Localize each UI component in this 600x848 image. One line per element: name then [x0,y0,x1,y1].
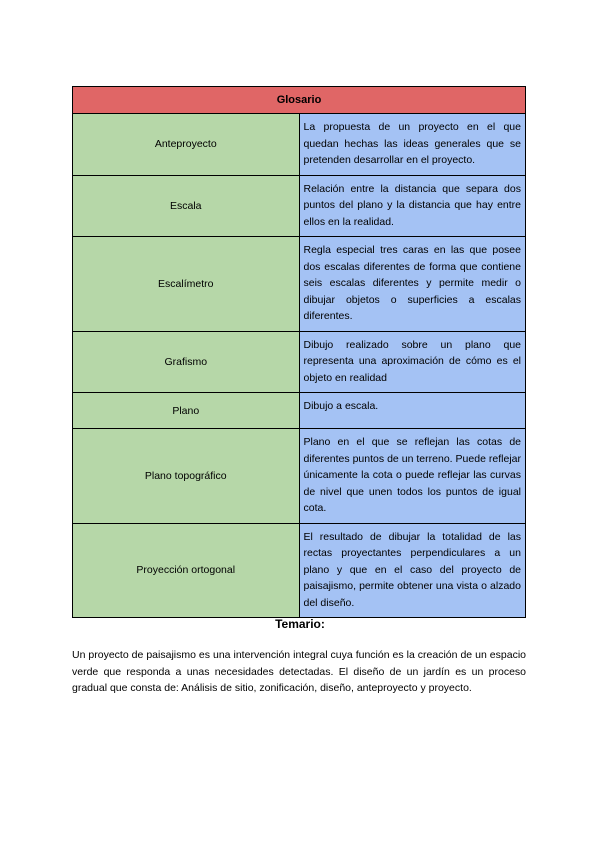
glossary-definition: El resultado de dibujar la totalidad de las rectas proyectantes perpendiculares a un plano y que en el caso del proyecto de paisajismo, permite obtener una vista o alzado del diseño. [299,523,526,618]
temario-heading: Temario: [275,617,325,631]
glossary-term: Anteproyecto [73,114,300,176]
table-row [73,523,526,618]
table-row [73,175,526,237]
glossary-term: Plano topográfico [73,429,300,524]
glossary-table [72,86,526,618]
glossary-term: Escala [73,175,300,237]
table-row [73,331,526,393]
glossary-term: Escalímetro [73,237,300,332]
table-row [73,393,526,429]
glossary-definition: La propuesta de un proyecto en el que quedan hechas las ideas generales que se pretenden desarrollar en el proyecto. [299,114,526,176]
temario-paragraph: Un proyecto de paisajismo es una intervención integral cuya función es la creación de un espacio verde que responda a unas necesidades detectadas. El diseño de un jardín es un proceso gradual que consta de: Análisis de sitio, zonificación, diseño, anteproyecto y proyecto. [72,649,526,694]
glossary-definition: Plano en el que se reflejan las cotas de diferentes puntos de un terreno. Puede reflejar únicamente la cota o puede reflejar las curvas de nivel que unen todos los puntos de igual cota. [299,429,526,524]
table-row [73,237,526,332]
glossary-definition: Relación entre la distancia que separa dos puntos del plano y la distancia que hay entre ellos en la realidad. [299,175,526,237]
table-row [73,429,526,524]
glossary-term: Grafismo [73,331,300,393]
glossary-title: Glosario [73,87,526,114]
glossary-definition: Dibujo a escala. [299,393,526,429]
glossary-header-row [73,87,526,114]
glossary-term: Plano [73,393,300,429]
glossary-definition: Dibujo realizado sobre un plano que representa una aproximación de cómo es el objeto en realidad [299,331,526,393]
table-row [73,114,526,176]
glossary-term: Proyección ortogonal [73,523,300,618]
glossary-definition: Regla especial tres caras en las que posee dos escalas diferentes de forma que contiene seis escalas diferentes y permite medir o dibujar objetos o superficies a escalas diferentes. [299,237,526,332]
